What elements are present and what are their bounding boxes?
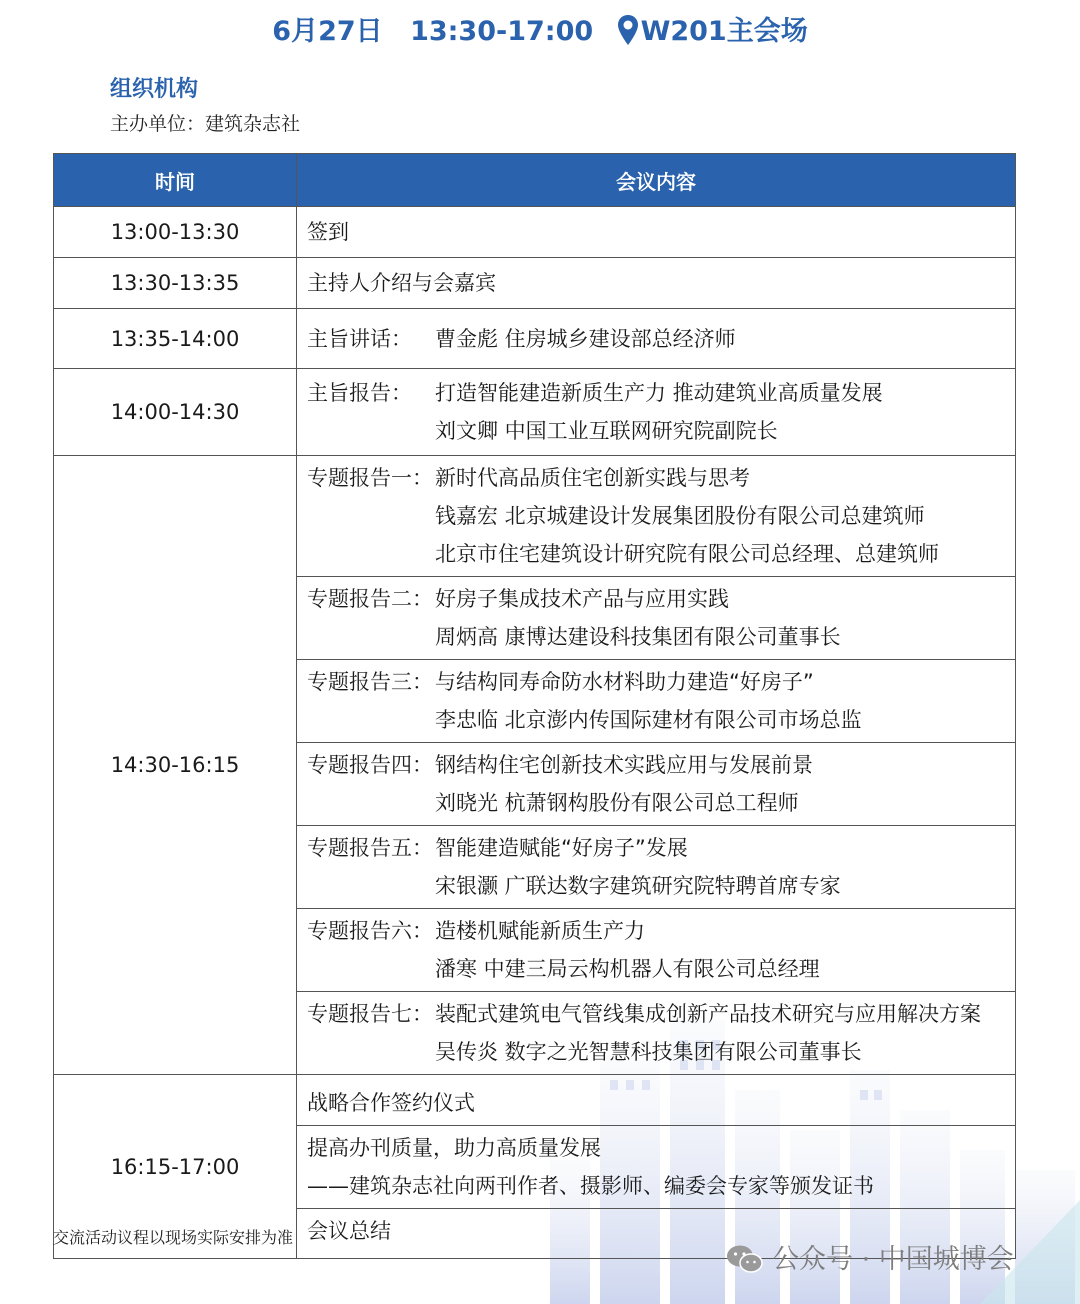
agenda-item-title: 智能建造赋能“好房子”发展 [435,836,688,860]
agenda-item-label: 专题报告四： [307,753,433,777]
agenda-item-line: 刘文卿 中国工业互联网研究院副院长 [435,419,778,443]
agenda-item-label: 主旨讲话： [307,326,412,351]
agenda-time: 14:30-16:15 [54,456,297,1075]
agenda-item-label: 专题报告三： [307,670,433,694]
agenda-item-label: 专题报告一： [307,466,433,490]
agenda-item [297,456,1015,576]
agenda-item-first-line [307,995,1005,1033]
agenda-item-line: 周炳高 康博达建设科技集团有限公司董事长 [435,625,841,649]
agenda-content [297,309,1016,369]
agenda-item-line: ——建筑杂志社向两刊作者、摄影师、编委会专家等颁发证书 [307,1173,874,1198]
agenda-row [54,456,1016,1075]
agenda-item-line: 会议总结 [307,1218,391,1243]
agenda-content [297,207,1016,258]
agenda-row [54,207,1016,258]
agenda-item-label: 专题报告五： [307,836,433,860]
agenda-item-first-line [307,663,1005,701]
agenda-item [297,1125,1015,1208]
agenda-item-title: 新时代高品质住宅创新实践与思考 [435,466,750,490]
agenda-item-title: 装配式建筑电气管线集成创新产品技术研究与应用解决方案 [435,1002,981,1026]
agenda-item [307,320,1005,358]
agenda-item-first-line [307,912,1005,950]
header-time: 时间 [54,154,297,207]
agenda-item-title: 好房子集成技术产品与应用实践 [435,587,729,611]
agenda-item-first-line [307,580,1005,618]
wechat-icon [726,1244,764,1290]
session-header [0,10,1080,60]
agenda-item-title: 与结构同寿命防水材料助力建造“好房子” [435,670,814,694]
agenda-item-line: 李忠临 北京澎内传国际建材有限公司市场总监 [435,708,862,732]
agenda-item [307,264,1005,302]
agenda-item-first-line [307,320,1005,358]
agenda-content [297,1075,1016,1259]
agenda-item-first-line [307,459,1005,497]
agenda-content [297,258,1016,309]
session-date: 6月27日 [272,16,383,47]
agenda-item-line: 主持人介绍与会嘉宾 [307,271,496,295]
agenda-row [54,369,1016,456]
agenda-row [54,258,1016,309]
agenda-content [297,369,1016,456]
header-content: 会议内容 [297,154,1016,207]
agenda-item-first-line [307,829,1005,867]
organization-title: 组织机构 [110,77,199,102]
agenda-time: 13:35-14:00 [54,309,297,369]
session-time: 13:30-17:00 [410,16,594,47]
agenda-time: 13:30-13:35 [54,258,297,309]
agenda-item-line: 北京市住宅建筑设计研究院有限公司总经理、总建筑师 [435,542,939,566]
agenda-item-first-line [307,746,1005,784]
agenda-time: 16:15-17:00 [54,1075,297,1259]
agenda-item-line: 吴传炎 数字之光智慧科技集团有限公司董事长 [435,1040,862,1064]
agenda-item-line: 宋银灏 广联达数字建筑研究院特聘首席专家 [435,874,841,898]
session-venue: W201主会场 [640,16,808,47]
agenda-item-line: 刘晓光 杭萧钢构股份有限公司总工程师 [435,791,799,815]
agenda-table [53,153,1016,1259]
agenda-item-label: 主旨报告： [307,381,412,405]
agenda-item-label: 专题报告二： [307,587,433,611]
agenda-item [297,1081,1015,1125]
agenda-item-line: 签到 [307,220,349,244]
footnote: 交流活动议程以现场实际安排为准 [53,1228,294,1247]
agenda-item [307,374,1005,450]
agenda-item-line: 战略合作签约仪式 [307,1090,475,1115]
agenda-item-line: 钱嘉宏 北京城建设计发展集团股份有限公司总建筑师 [435,504,925,528]
agenda-item-title: 曹金彪 住房城乡建设部总经济师 [435,326,736,351]
agenda-item-line: 潘寒 中建三局云构机器人有限公司总经理 [435,957,820,981]
agenda-row [54,309,1016,369]
agenda-content [297,456,1016,1075]
agenda-item [307,213,1005,251]
agenda-item [297,825,1015,908]
agenda-item [297,991,1015,1074]
organization-host: 主办单位：建筑杂志社 [110,113,301,135]
agenda-item [297,908,1015,991]
agenda-time: 13:00-13:30 [54,207,297,258]
watermark-text: 公众号 · 中国城博会 [772,1244,1014,1275]
agenda-item [297,742,1015,825]
agenda-item [297,576,1015,659]
agenda-item [297,659,1015,742]
agenda-item-title: 打造智能建造新质生产力 推动建筑业高质量发展 [435,381,883,405]
location-pin-icon [617,14,639,60]
agenda-body [54,207,1016,1259]
agenda-header-row [54,154,1016,207]
agenda-item-label: 专题报告六： [307,919,433,943]
agenda-item-first-line [307,374,1005,412]
watermark [726,1238,1014,1290]
agenda-time: 14:00-14:30 [54,369,297,456]
agenda-item-line: 提高办刊质量，助力高质量发展 [307,1135,601,1160]
agenda-item-label: 专题报告七： [307,1002,433,1026]
agenda-item-title: 钢结构住宅创新技术实践应用与发展前景 [435,753,813,777]
agenda-item-title: 造楼机赋能新质生产力 [435,919,645,943]
